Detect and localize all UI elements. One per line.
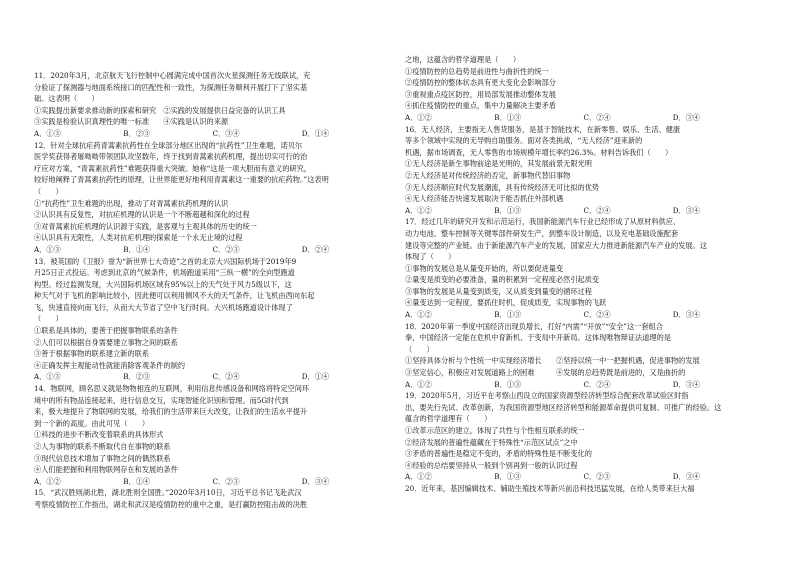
answer-choices: A．①③ B．②③ C．②④ D．①④ [34,372,330,382]
left-column [34,0,406,511]
question-11 [34,70,406,140]
question-text: 之地，这蕴含的哲学道理是（ ） [405,55,521,64]
answer-choices: A．①③ B．①④ C．②③ D．②④ [34,244,330,254]
question-text: 20．近年来，基因编辑技术、辅助生殖技术等新兴前沿科技迅猛发展，在给人类带来巨大福 [405,483,695,493]
answer-choices: A．①② B．①③ C．②④ D．③④ [405,112,701,122]
question-17 [405,216,777,320]
options: ①科技的进步不断改变着联系的具体形式 ②人为事物的联系不断取代自在事物的联系 ③现代信息技术增加了事物之间的偶然联系 ④人们能把握和利用物联网存在和发展的条件 [34,430,178,475]
answer-choices: A．①② B．①④ C．②③ D．③④ [34,476,330,486]
options: ①坚持具体分析与个性统一中实现经济增长 ②坚持以统一中一把握机遇，促进事物的发展 ③坚定信心，积极应对发展道路上的困难 ④发展的总趋势既是前进的，又是曲折的 [405,356,700,378]
question-16 [405,124,777,217]
question-20 [405,483,777,495]
options: ①疫情防控的总趋势是前进性与曲折性的统一 ②疫情防控的整体状态具有更大变化会影响部分 ③重视重点疫区防控，用局部发展推动整体发展 ④抓住疫情防控的重点，集中力量解决主要矛盾 [405,66,556,111]
question-12 [34,140,406,256]
question-text: 15．“武汉胜则湖北胜，湖北胜则全国胜。”2020年3月10日，习近平总书记飞赴武汉 考察疫情防控工作指出，湖北和武汉是疫情防控的重中之重，是打赢防控阻击战的决胜 [34,488,308,509]
question-14 [34,383,406,487]
answer-choices: A．①③ B．②③ C．③④ D．①④ [34,128,330,138]
question-text: 19．2020年5月，习近平在考察山西设立的国家资源型经济转型综合配套改革试验区时指 出，要先行先试、改革创新，为我国资源型地区经济转型和能源革命提供可复制、可推广的经验。这 蕴含的哲学道理有（ ） [405,391,722,424]
question-19 [405,390,777,483]
question-text: 17．经过几年的研究开发和示范运行，我国新能源汽车行业已经形成了从原材料供应、 动力电池、整车控制等关键零部件研发生产，到整车设计制造，以及充电基础设施配套 建设等完整的产业链。由于新能源汽车产业的发展，国家应大力推进新能源汽车产业的发展。这 体现了（ ） [405,217,707,262]
question-15 [34,487,406,510]
right-column [405,0,777,495]
question-text: 13．被英国的《卫报》誉为“新世界七大奇迹”之首的北京大兴国际机场于2019年9 月25日正式投运。考虑到北京的气候条件，机场跑道采用“三纵一横”的全向型跑道 构型。经过监测发现，大兴国际机场区域有95%以上的天气处于风力5级以下，这 种天气对于飞机的影响比较小，因此便可以利用侧风不大的天气条件，让飞机由西向东起 飞，快速直接向南飞行，从而大大节省了空中飞行时间。大兴机场跑道设计体现了 （ ） [34,256,315,324]
question-13 [34,256,406,384]
question-text: 16．无人经济，主要指无人售货服务，是基于智能技术，在新零售、娱乐、生活、健康 等多个领域中实现的无导购自助服务。面对各类挑战，“无人经济”迎来新的 机遇，据市场调查，无人零售的市场规模年增长率约26.3%。材料告诉我们（ ） [405,124,681,157]
options: ①事物的发展总是从量变开始的，所以要促进量变 ②量变是质变的必要准备，量的积累到一定程度必然引起质变 ③事物的发展是从量变到质变，又从质变到量变的循环过程 ④量变达到一定程度，要抓住时机，促成质变，实现事物的飞跃 [405,263,607,308]
options: ①实践提出新要求推动新的探索和研究 ②实践的发展提供日益完备的认识工具 ③实践是检验认识真理性的唯一标准 ④实践是认识的来源 [34,105,286,127]
options: ①“抗药性”卫生难题的出现，推动了对青蒿素抗药机理的认识 ②认识具有反复性，对抗疟机理的认识是一个不断超越和深化的过程 ③对青蒿素抗疟机理的认识源于实践，是客观与主观具体的历史的统一 ④认识具有无限性，人类对抗疟机理的探索是一个永无止境的过程 [34,198,257,243]
question-text: 18．2020年第一季度中国经济出现负增长，打好“内需”“开放”“安全”这一套组合 拳，中国经济一定能在危机中育新机、于变局中开新局。这体现唯物辩证法道理的是 （ ） [405,321,671,354]
answer-choices: A．①② B．①③ C．②④ D．③④ [405,205,701,215]
options: ①联系是具体的，要善于把握事物联系的条件 ②人们可以根据自身需要建立事物之间的联系 ③善于根据事物的联系建立新的联系 ④正确发挥主观能动性就能消除客观条件的制约 [34,326,185,370]
question-18 [405,321,777,391]
question-text: 12．针对全球抗疟药青蒿素抗药性在全球部分地区出现的“抗药性”卫生难题，诺贝尔 医学奖获得者屠呦呦带领团队攻坚数年，终于找到青蒿素抗药机理，提出切实可行的治 疗应对方案，“青蒿素抗药性”难题获得重大突破。她称“这是一项大胆而有意义的研究， 较好地阐释了青蒿素抗药性的原理，让世界能更好地利用青蒿素这一重要的抗疟药物。”这表明 （ ） [34,140,329,196]
question-text: 11．2020年3月，北京航天飞行控制中心圆满完成中国首次火星探测任务无线联试，充 分验证了探测器与地面系统接口的匹配性和一致性，为探测任务顺利开展打下了坚实基 础。这表明（ ） [34,71,311,104]
options: ①无人经济是新生事物前途是光明的，其发展前景无限光明 ②无人经济是对传统经济的否定，新事物代替旧事物 ③无人经济顺应时代发展潮流，具有传统经济无可比拟的优势 ④无人经济能否快速发展取决于能否抓住外部机遇 [405,159,600,204]
answer-choices: A．①② B．①③ C．②③ D．③④ [405,472,701,482]
question-text: 14．物联网，顾名思义就是物物相连的互联网，利用信息传感设备和网络将特定空间环 境中的所有物品连接起来，进行信息交互，实现智能化识别和管理。而5G时代到 来，极大地提升了物联网的发展，给我们的生活带来巨大改变，让我们的生活水平提升 到一个新的高度。由此可见（ ） [34,384,310,428]
options: ①改革示范区的建立，体现了共性与个性相互联系的统一 ②经济发展的普遍性蕴藏在于特殊性“示范区试点”之中 ③矛盾的普遍性是稳定不变的，矛盾的特殊性是不断变化的 ④经验的总结要坚持从一般到个别再到一般的认识过程 [405,426,592,470]
answer-choices: A．①② B．①③ C．②④ D．③④ [405,379,701,389]
answer-choices: A．①② B．①③ C．②④ D．③④ [405,310,701,320]
question-15-continued [405,54,777,124]
